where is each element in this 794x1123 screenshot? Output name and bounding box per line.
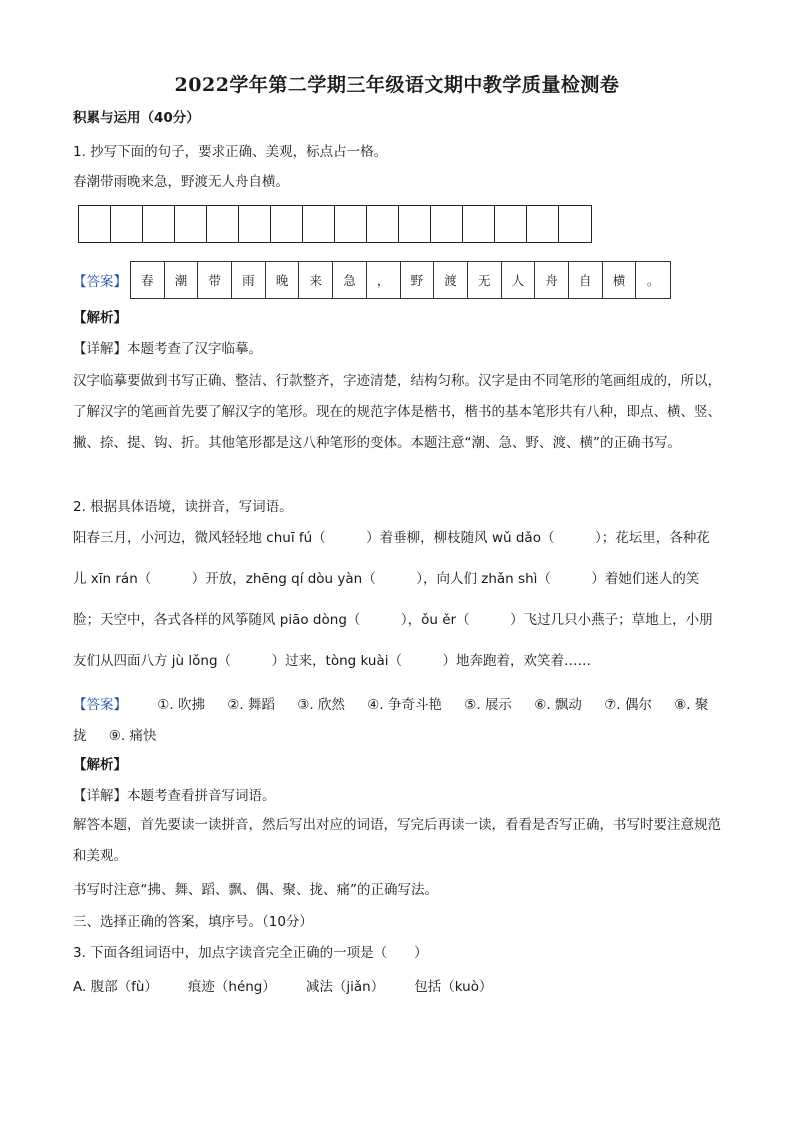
answer-cell: 来 [299, 262, 333, 298]
answer-item: ③. 欣然 [297, 697, 345, 713]
grid-cell [399, 206, 431, 242]
answer-cell: 雨 [232, 262, 266, 298]
answer-cell: 舟 [535, 262, 569, 298]
grid-cell [527, 206, 559, 242]
explanation-paragraph: 解答本题，首先要读一读拼音，然后写出对应的词语，写完后再读一读，看看是否写正确，书写时要注意规范和美观。 [73, 817, 721, 864]
answer-cell: 自 [569, 262, 603, 298]
option-word: A. 腹部（fù） [73, 979, 158, 995]
question-2-answers [73, 690, 723, 752]
answer-item: ⑥. 飘动 [534, 697, 582, 713]
question-2-prompt: 2. 根据具体语境，读拼音，写词语。 [73, 499, 293, 515]
analysis-label: 【解析】 [73, 310, 127, 326]
answer-cell: 。 [646, 273, 660, 288]
answer-item: ⑦. 偶尔 [604, 697, 652, 713]
option-word: 减法（jiǎn） [305, 979, 385, 995]
answer-label: 【答案】 [73, 274, 127, 290]
answer-cell: 无 [468, 262, 502, 298]
answer-cell: 横 [603, 262, 637, 298]
grid-cell [463, 206, 495, 242]
grid-cell [495, 206, 527, 242]
section-heading: 三、选择正确的答案，填序号。（10分） [73, 914, 313, 930]
answer-item: ①. 吹拂 [157, 697, 205, 713]
grid-cell [79, 206, 111, 242]
answer-cell: 春 [131, 262, 165, 298]
analysis-label: 【解析】 [73, 757, 127, 773]
answer-cell: ， [367, 262, 401, 298]
answer-item: ⑨. 痛快 [108, 728, 157, 744]
question-3-prompt: 3. 下面各组词语中，加点字读音完全正确的一项是（ ） [73, 945, 428, 961]
answer-cell: 潮 [165, 262, 199, 298]
option-word: 痕迹（héng） [187, 979, 276, 995]
copy-writing-grid [78, 205, 592, 243]
detail-text: 【详解】本题考查看拼音写词语。 [73, 788, 276, 804]
grid-cell [239, 206, 271, 242]
answer-item: ④. 争奇斗艳 [367, 697, 442, 713]
question-2-passage: 阳春三月，小河边，微风轻轻地 chuī fú（ ）着垂柳，柳枝随风 wǔ dǎo（ ）；花坛里，各种花儿 xīn rán（ ）开放，zhēng qí dòu yàn（ ），向人们 zhǎn shì（ ）着她们迷人的笑脸；天空中，各式各样的风筝随风 piāo dòng（ ），ǒu ěr（ ）飞过几只小燕子；草地上，小朋友们从四面八方 jù lǒng（ ）过来，tòng kuài（ ）地奔跑着，欢笑着…… [73, 530, 713, 669]
option-a [73, 975, 522, 995]
grid-cell [143, 206, 175, 242]
writing-note: 书写时注意“拂、舞、蹈、飘、偶、聚、拢、痛”的正确写法。 [73, 882, 438, 898]
answer-cell: 野 [401, 262, 435, 298]
grid-cell [367, 206, 399, 242]
answer-cell: 带 [198, 262, 232, 298]
answer-label: 【答案】 [73, 697, 127, 713]
grid-cell [207, 206, 239, 242]
grid-cell [271, 206, 303, 242]
answer-item: ⑧. 聚拢 [73, 697, 709, 744]
page-title: 2022学年第二学期三年级语文期中教学质量检测卷 [174, 74, 620, 96]
answer-item: ②. 舞蹈 [227, 697, 275, 713]
answer-cell: 渡 [434, 262, 468, 298]
detail-text: 【详解】本题考查了汉字临摹。 [73, 341, 262, 357]
question-1-prompt: 1. 抄写下面的句子，要求正确、美观，标点占一格。 [73, 144, 388, 160]
grid-cell [303, 206, 335, 242]
grid-cell [175, 206, 207, 242]
answer-cell: 急 [333, 262, 367, 298]
option-word: 包括（kuò） [414, 979, 493, 995]
grid-cell [335, 206, 367, 242]
question-1-sentence: 春潮带雨晚来急，野渡无人舟自横。 [73, 174, 289, 190]
answer-cell: 人 [502, 262, 536, 298]
grid-cell [559, 206, 591, 242]
grid-cell [111, 206, 143, 242]
answer-cell: 晚 [266, 262, 300, 298]
section-heading: 积累与运用（40分） [73, 110, 200, 126]
grid-cell [431, 206, 463, 242]
explanation-paragraph: 汉字临摹要做到书写正确、整洁、行款整齐，字迹清楚，结构匀称。汉字是由不同笔形的笔画组成的，所以，了解汉字的笔画首先要了解汉字的笔形。现在的规范字体是楷书，楷书的基本笔形共有八种，即点、横、竖、撇、捺、提、钩、折。其他笔形都是这八种笔形的变体。本题注意“潮、急、野、渡、横”的正确书写。 [73, 373, 721, 451]
answer-item: ⑤. 展示 [464, 697, 512, 713]
answer-grid [130, 261, 671, 299]
